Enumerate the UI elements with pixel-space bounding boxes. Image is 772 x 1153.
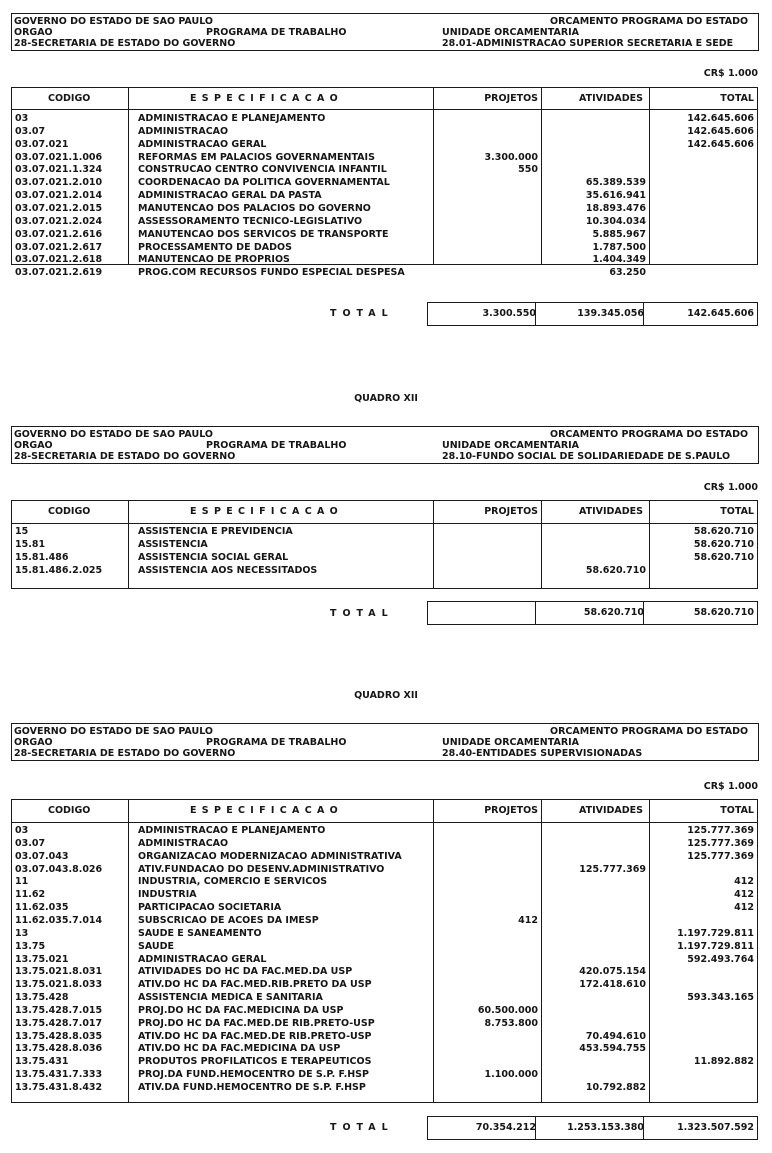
cell-codigo: 15 xyxy=(15,526,29,537)
cell-atividades: 70.494.610 xyxy=(585,1030,646,1042)
cell-especificacao: MANUTENCAO DE PROPRIOS xyxy=(138,254,290,266)
cell-especificacao: PARTICIPACAO SOCIETARIA xyxy=(138,902,282,914)
cell-total: 58.620.710 xyxy=(693,526,754,537)
cell-codigo: 03.07.021.1.324 xyxy=(15,164,103,176)
cell-especificacao: MANUTENCAO DOS PALACIOS DO GOVERNO xyxy=(138,202,371,214)
total-label: TOTAL xyxy=(330,608,394,619)
table-row xyxy=(12,113,757,126)
table-row xyxy=(12,941,757,954)
cell-codigo: 03.07.021.1.006 xyxy=(15,151,103,163)
orgao-label: ORGAO xyxy=(14,440,53,451)
budget-title: ORCAMENTO PROGRAMA DO ESTADO xyxy=(550,726,749,737)
table-row xyxy=(12,825,757,838)
col-codigo: CODIGO xyxy=(48,506,91,517)
cell-atividades: 58.620.710 xyxy=(585,564,646,576)
cell-especificacao: ADMINISTRACAO GERAL xyxy=(138,138,267,150)
cell-especificacao: ASSISTENCIA E PREVIDENCIA xyxy=(138,526,293,537)
orgao-label: ORGAO xyxy=(14,737,53,748)
cell-especificacao: SAUDE xyxy=(138,940,174,952)
total-projetos: 70.354.212 xyxy=(475,1122,536,1133)
total-total: 58.620.710 xyxy=(693,607,754,618)
cell-especificacao: MANUTENCAO DOS SERVICOS DE TRANSPORTE xyxy=(138,228,389,240)
table-row xyxy=(12,216,757,229)
table-row xyxy=(12,992,757,1005)
budget-title: ORCAMENTO PROGRAMA DO ESTADO xyxy=(550,16,749,27)
table-row xyxy=(12,203,757,216)
currency-unit: CR$ 1.000 xyxy=(703,68,758,79)
cell-especificacao: ATIV.DO HC DA FAC.MED.DE RIB.PRETO-USP xyxy=(138,1030,372,1042)
cell-projetos: 550 xyxy=(518,164,538,176)
table-row xyxy=(12,966,757,979)
table-row xyxy=(12,889,757,902)
section-header xyxy=(11,426,759,464)
cell-atividades: 125.777.369 xyxy=(579,863,646,875)
table-row xyxy=(12,139,757,152)
cell-atividades: 18.893.476 xyxy=(585,202,646,214)
unit-name: 28.10-FUNDO SOCIAL DE SOLIDARIEDADE DE S.PAULO xyxy=(442,451,731,462)
cell-especificacao: PROCESSAMENTO DE DADOS xyxy=(138,241,292,253)
cell-codigo: 13.75.021.8.031 xyxy=(15,966,103,978)
budget-title: ORCAMENTO PROGRAMA DO ESTADO xyxy=(550,429,749,440)
cell-atividades: 65.389.539 xyxy=(585,177,646,189)
section-header xyxy=(11,723,759,761)
total-label: TOTAL xyxy=(330,308,394,319)
cell-codigo: 03.07.021 xyxy=(15,138,69,150)
cell-especificacao: ASSISTENCIA MEDICA E SANITARIA xyxy=(138,992,323,1004)
cell-especificacao: SUBSCRICAO DE ACOES DA IMESP xyxy=(138,914,319,926)
cell-codigo: 15.81.486 xyxy=(15,551,69,563)
cell-total: 412 xyxy=(734,876,754,888)
cell-codigo: 13 xyxy=(15,927,29,939)
cell-atividades: 172.418.610 xyxy=(579,979,646,991)
table-row xyxy=(12,126,757,139)
cell-codigo: 03.07.021.2.015 xyxy=(15,202,103,214)
table-row xyxy=(12,267,757,280)
cell-atividades: 1.404.349 xyxy=(592,254,646,266)
budget-table xyxy=(11,799,758,1103)
cell-especificacao: PROJ.DA FUND.HEMOCENTRO DE S.P. F.HSP xyxy=(138,1069,369,1081)
cell-total: 125.777.369 xyxy=(687,837,754,849)
cell-atividades: 63.250 xyxy=(609,267,646,279)
table-row xyxy=(12,164,757,177)
col-total: TOTAL xyxy=(720,93,754,104)
total-projetos: 3.300.550 xyxy=(482,308,536,319)
cell-codigo: 13.75.021 xyxy=(15,953,69,965)
table-row xyxy=(12,1043,757,1056)
cell-codigo: 13.75.431 xyxy=(15,1056,69,1068)
col-especificacao: E S P E C I F I C A C A O xyxy=(190,93,339,104)
cell-total: 593.343.165 xyxy=(687,992,754,1004)
unit-name: 28.01-ADMINISTRACAO SUPERIOR SECRETARIA E SEDE xyxy=(442,38,734,49)
cell-codigo: 03.07 xyxy=(15,125,46,137)
cell-total: 142.645.606 xyxy=(687,138,754,150)
cell-especificacao: PROG.COM RECURSOS FUNDO ESPECIAL DESPESA xyxy=(138,267,405,279)
cell-total: 412 xyxy=(734,902,754,914)
cell-especificacao: COORDENACAO DA POLITICA GOVERNAMENTAL xyxy=(138,177,390,189)
cell-especificacao: REFORMAS EM PALACIOS GOVERNAMENTAIS xyxy=(138,151,375,163)
cell-especificacao: ORGANIZACAO MODERNIZACAO ADMINISTRATIVA xyxy=(138,850,402,862)
cell-total: 142.645.606 xyxy=(687,125,754,137)
table-row xyxy=(12,1018,757,1031)
total-label: TOTAL xyxy=(330,1122,394,1133)
table-row xyxy=(12,177,757,190)
cell-codigo: 03.07.021.2.014 xyxy=(15,190,103,202)
cell-codigo: 11 xyxy=(15,876,29,888)
col-total: TOTAL xyxy=(720,805,754,816)
cell-especificacao: ATIV.FUNDACAO DO DESENV.ADMINISTRATIVO xyxy=(138,863,385,875)
cell-especificacao: ATIV.DA FUND.HEMOCENTRO DE S.P. F.HSP xyxy=(138,1082,366,1093)
table-row xyxy=(12,1031,757,1044)
col-atividades: ATIVIDADES xyxy=(579,805,643,816)
cell-codigo: 13.75.428.8.036 xyxy=(15,1043,103,1055)
cell-codigo: 15.81 xyxy=(15,538,46,550)
cell-codigo: 13.75.431.8.432 xyxy=(15,1082,103,1093)
currency-unit: CR$ 1.000 xyxy=(703,781,758,792)
program-label: PROGRAMA DE TRABALHO xyxy=(206,27,347,38)
cell-atividades: 420.075.154 xyxy=(579,966,646,978)
cell-atividades: 35.616.941 xyxy=(585,190,646,202)
total-atividades: 139.345.056 xyxy=(577,308,644,319)
table-row xyxy=(12,1005,757,1018)
table-row xyxy=(12,552,757,565)
cell-projetos: 60.500.000 xyxy=(477,1004,538,1016)
total-box xyxy=(427,1116,758,1140)
section-header xyxy=(11,13,759,51)
col-codigo: CODIGO xyxy=(48,93,91,104)
unit-label: UNIDADE ORCAMENTARIA xyxy=(442,737,580,748)
cell-total: 142.645.606 xyxy=(687,113,754,124)
cell-especificacao: ADMINISTRACAO E PLANEJAMENTO xyxy=(138,113,326,124)
cell-codigo: 03.07.021.2.616 xyxy=(15,228,103,240)
cell-total: 592.493.764 xyxy=(687,953,754,965)
total-atividades: 58.620.710 xyxy=(583,607,644,618)
cell-especificacao: ASSISTENCIA SOCIAL GERAL xyxy=(138,551,289,563)
total-box xyxy=(427,302,758,326)
cell-codigo: 03.07 xyxy=(15,837,46,849)
table-row xyxy=(12,1056,757,1069)
cell-especificacao: PROJ.DO HC DA FAC.MED.DE RIB.PRETO-USP xyxy=(138,1017,375,1029)
cell-total: 58.620.710 xyxy=(693,551,754,563)
cell-especificacao: ASSESSORAMENTO TECNICO-LEGISLATIVO xyxy=(138,215,363,227)
cell-codigo: 13.75.428.7.015 xyxy=(15,1004,103,1016)
cell-especificacao: ADMINISTRACAO xyxy=(138,837,229,849)
cell-total: 412 xyxy=(734,889,754,901)
orgao-name: 28-SECRETARIA DE ESTADO DO GOVERNO xyxy=(14,451,236,462)
cell-total: 11.892.882 xyxy=(693,1056,754,1068)
col-especificacao: E S P E C I F I C A C A O xyxy=(190,506,339,517)
cell-codigo: 03.07.021.2.010 xyxy=(15,177,103,189)
cell-atividades: 10.792.882 xyxy=(585,1082,646,1093)
cell-codigo: 11.62.035 xyxy=(15,902,69,914)
cell-codigo: 15.81.486.2.025 xyxy=(15,564,103,576)
unit-name: 28.40-ENTIDADES SUPERVISIONADAS xyxy=(442,748,643,759)
cell-especificacao: PRODUTOS PROFILATICOS E TERAPEUTICOS xyxy=(138,1056,372,1068)
cell-especificacao: ATIVIDADES DO HC DA FAC.MED.DA USP xyxy=(138,966,353,978)
cell-especificacao: SAUDE E SANEAMENTO xyxy=(138,927,262,939)
cell-codigo: 13.75.428.7.017 xyxy=(15,1017,103,1029)
cell-codigo: 03.07.021.2.024 xyxy=(15,215,103,227)
cell-codigo: 13.75.428 xyxy=(15,992,69,1004)
program-label: PROGRAMA DE TRABALHO xyxy=(206,737,347,748)
cell-projetos: 3.300.000 xyxy=(484,151,538,163)
col-especificacao: E S P E C I F I C A C A O xyxy=(190,805,339,816)
cell-atividades: 1.787.500 xyxy=(592,241,646,253)
cell-total: 1.197.729.811 xyxy=(677,940,754,952)
cell-atividades: 10.304.034 xyxy=(585,215,646,227)
cell-especificacao: ADMINISTRACAO GERAL DA PASTA xyxy=(138,190,322,202)
cell-especificacao: ADMINISTRACAO GERAL xyxy=(138,953,267,965)
government-name: GOVERNO DO ESTADO DE SAO PAULO xyxy=(14,16,213,27)
cell-codigo: 03.07.043 xyxy=(15,850,69,862)
table-row xyxy=(12,838,757,851)
cell-codigo: 11.62.035.7.014 xyxy=(15,914,103,926)
cell-especificacao: ADMINISTRACAO E PLANEJAMENTO xyxy=(138,825,326,836)
cell-especificacao: ATIV.DO HC DA FAC.MEDICINA DA USP xyxy=(138,1043,341,1055)
cell-codigo: 03 xyxy=(15,113,29,124)
budget-table xyxy=(11,500,758,589)
cell-especificacao: INDUSTRIA xyxy=(138,889,197,901)
table-row xyxy=(12,539,757,552)
cell-codigo: 03 xyxy=(15,825,29,836)
government-name: GOVERNO DO ESTADO DE SAO PAULO xyxy=(14,429,213,440)
table-row xyxy=(12,979,757,992)
cell-codigo: 11.62 xyxy=(15,889,46,901)
table-row xyxy=(12,242,757,255)
total-atividades: 1.253.153.380 xyxy=(567,1122,644,1133)
table-row xyxy=(12,876,757,889)
table-row xyxy=(12,864,757,877)
cell-especificacao: PROJ.DO HC DA FAC.MEDICINA DA USP xyxy=(138,1004,344,1016)
cell-codigo: 13.75.428.8.035 xyxy=(15,1030,103,1042)
cell-codigo: 03.07.021.2.619 xyxy=(15,267,103,279)
table-row xyxy=(12,902,757,915)
table-row xyxy=(12,928,757,941)
total-box xyxy=(427,601,758,625)
col-atividades: ATIVIDADES xyxy=(579,506,643,517)
table-row xyxy=(12,254,757,267)
col-projetos: PROJETOS xyxy=(484,506,538,517)
budget-table xyxy=(11,87,758,279)
cell-codigo: 03.07.043.8.026 xyxy=(15,863,103,875)
cell-especificacao: ASSISTENCIA xyxy=(138,538,208,550)
cell-atividades: 5.885.967 xyxy=(592,228,646,240)
program-label: PROGRAMA DE TRABALHO xyxy=(206,440,347,451)
table-row xyxy=(12,954,757,967)
cell-projetos: 412 xyxy=(518,914,538,926)
col-total: TOTAL xyxy=(720,506,754,517)
cell-especificacao: ASSISTENCIA AOS NECESSITADOS xyxy=(138,564,318,576)
cell-codigo: 13.75 xyxy=(15,940,46,952)
col-codigo: CODIGO xyxy=(48,805,91,816)
total-total: 1.323.507.592 xyxy=(677,1122,754,1133)
government-name: GOVERNO DO ESTADO DE SAO PAULO xyxy=(14,726,213,737)
orgao-name: 28-SECRETARIA DE ESTADO DO GOVERNO xyxy=(14,38,236,49)
cell-projetos: 8.753.800 xyxy=(484,1017,538,1029)
unit-label: UNIDADE ORCAMENTARIA xyxy=(442,27,580,38)
cell-atividades: 453.594.755 xyxy=(579,1043,646,1055)
table-row xyxy=(12,526,757,539)
table-row xyxy=(12,1082,757,1095)
cell-projetos: 1.100.000 xyxy=(484,1069,538,1081)
orgao-name: 28-SECRETARIA DE ESTADO DO GOVERNO xyxy=(14,748,236,759)
currency-unit: CR$ 1.000 xyxy=(703,482,758,493)
unit-label: UNIDADE ORCAMENTARIA xyxy=(442,440,580,451)
table-row xyxy=(12,851,757,864)
cell-especificacao: INDUSTRIA, COMERCIO E SERVICOS xyxy=(138,876,328,888)
table-row xyxy=(12,190,757,203)
table-row xyxy=(12,1069,757,1082)
col-projetos: PROJETOS xyxy=(484,805,538,816)
cell-codigo: 03.07.021.2.617 xyxy=(15,241,103,253)
quadro-title: QUADRO XII xyxy=(354,393,418,404)
total-total: 142.645.606 xyxy=(687,308,754,319)
cell-total: 58.620.710 xyxy=(693,538,754,550)
cell-total: 1.197.729.811 xyxy=(677,927,754,939)
quadro-title: QUADRO XII xyxy=(354,690,418,701)
table-row xyxy=(12,229,757,242)
table-row xyxy=(12,565,757,578)
cell-total: 125.777.369 xyxy=(687,825,754,836)
cell-codigo: 13.75.431.7.333 xyxy=(15,1069,103,1081)
cell-codigo: 13.75.021.8.033 xyxy=(15,979,103,991)
cell-total: 125.777.369 xyxy=(687,850,754,862)
cell-especificacao: ATIV.DO HC DA FAC.MED.RIB.PRETO DA USP xyxy=(138,979,372,991)
col-atividades: ATIVIDADES xyxy=(579,93,643,104)
table-row xyxy=(12,915,757,928)
table-row xyxy=(12,152,757,165)
cell-especificacao: CONSTRUCAO CENTRO CONVIVENCIA INFANTIL xyxy=(138,164,387,176)
cell-especificacao: ADMINISTRACAO xyxy=(138,125,229,137)
cell-codigo: 03.07.021.2.618 xyxy=(15,254,103,266)
col-projetos: PROJETOS xyxy=(484,93,538,104)
orgao-label: ORGAO xyxy=(14,27,53,38)
